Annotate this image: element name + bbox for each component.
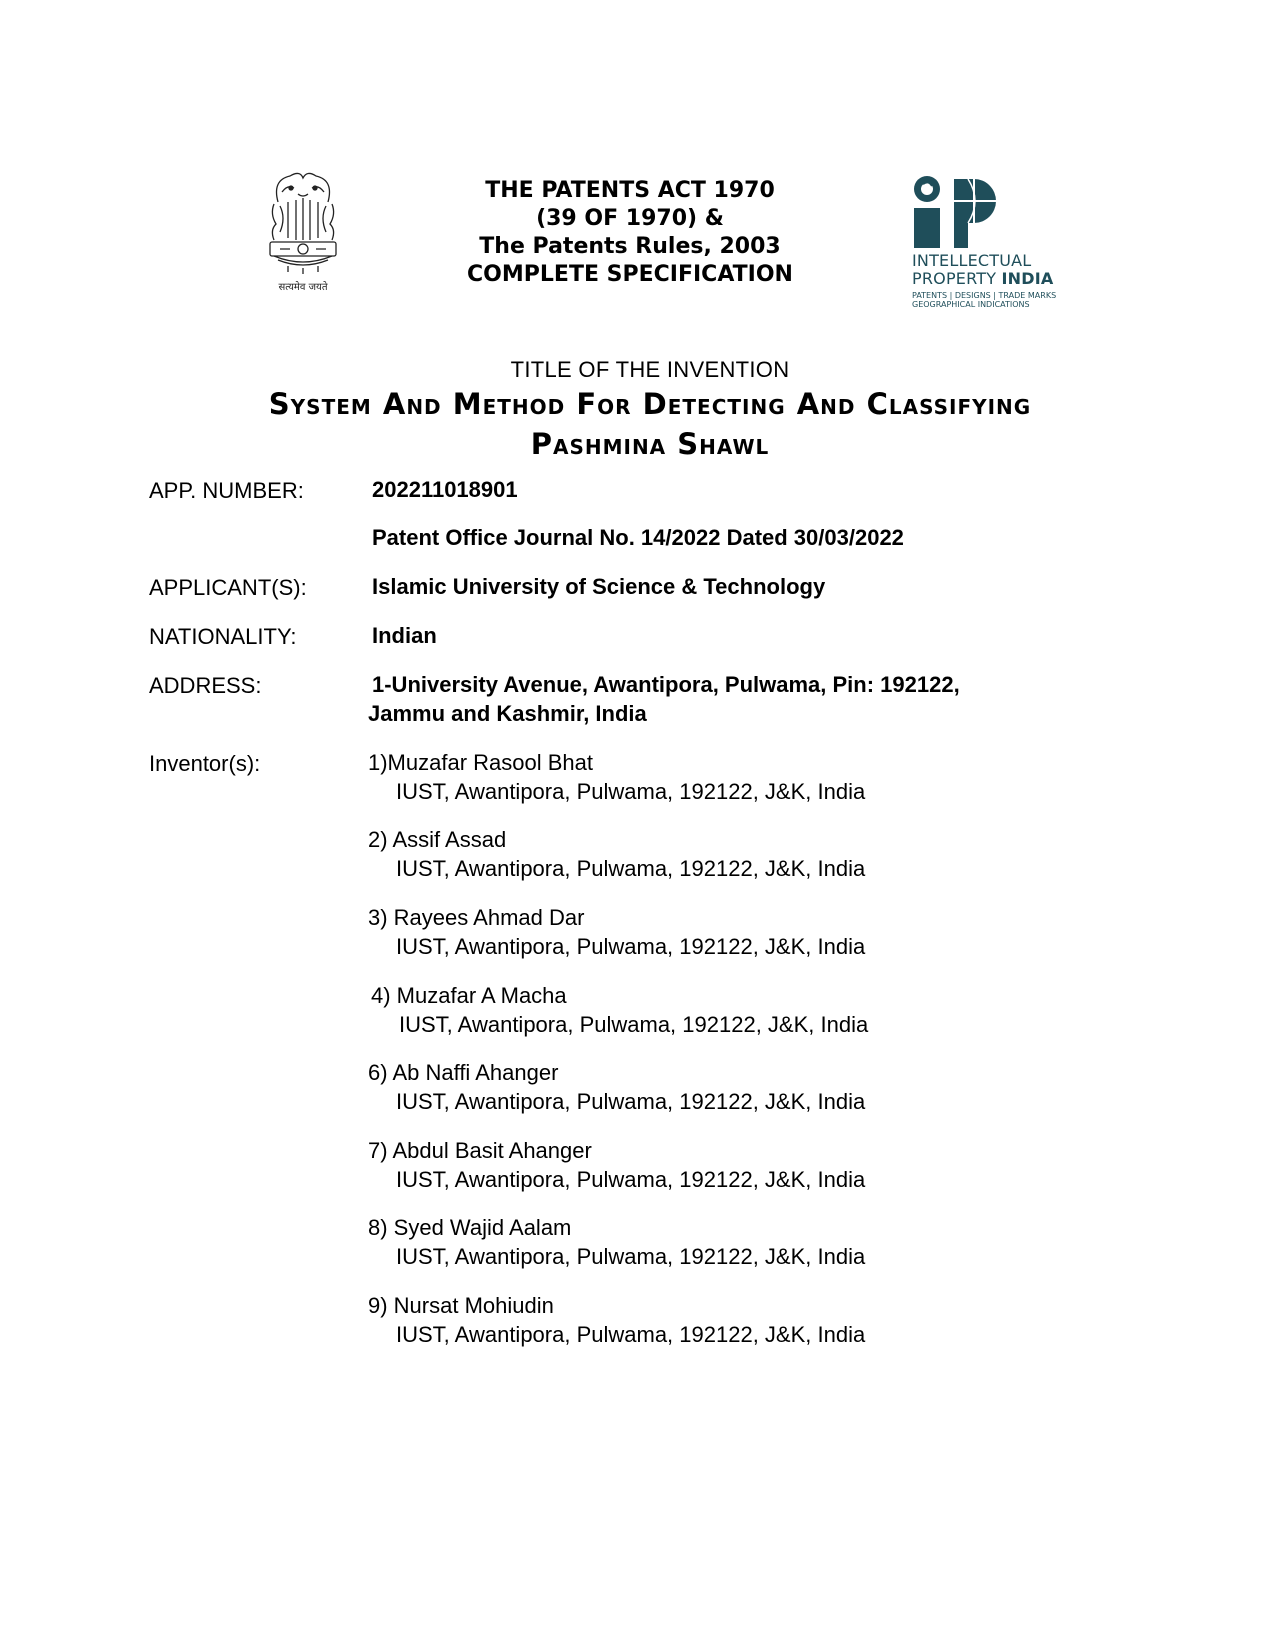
address-label: ADDRESS:: [149, 673, 262, 698]
inventor-entry: [368, 748, 865, 806]
applicant-value: Islamic University of Science & Technology: [372, 574, 826, 599]
inventor-name: 4) Muzafar A Macha: [371, 983, 567, 1008]
app-number-label: APP. NUMBER:: [149, 478, 304, 503]
invention-title-line-1: System And Method For Detecting And Classifying: [268, 387, 1032, 421]
title-label: TITLE OF THE INVENTION: [510, 357, 790, 382]
inventor-address: IUST, Awantipora, Pulwama, 192122, J&K, India: [396, 1244, 866, 1269]
invention-title-line-2: Pashmina Shawl: [530, 427, 770, 461]
inventor-entry: [371, 981, 868, 1039]
invention-title: [0, 384, 1275, 464]
inventor-entry: [368, 1136, 865, 1194]
inventor-name: 7) Abdul Basit Ahanger: [368, 1138, 592, 1163]
nationality-value: Indian: [372, 623, 437, 648]
inventor-name: 2) Assif Assad: [368, 827, 507, 852]
header-spec-type: COMPLETE SPECIFICATION: [467, 262, 793, 287]
inventor-entry: [368, 903, 865, 961]
header-act-title: THE PATENTS ACT 1970: [485, 178, 775, 203]
inventor-address: IUST, Awantipora, Pulwama, 192122, J&K, India: [396, 779, 866, 804]
inventor-entry: [368, 1213, 865, 1271]
nationality-label: NATIONALITY:: [149, 624, 297, 649]
inventor-name: 1)Muzafar Rasool Bhat: [368, 750, 593, 775]
emblem-motto: सत्यमेव जयते: [278, 282, 328, 293]
document-header: [430, 177, 830, 289]
inventor-entry: [368, 825, 865, 883]
applicant-label: APPLICANT(S):: [149, 575, 307, 600]
inventors-label: Inventor(s):: [149, 751, 261, 776]
national-emblem-icon: [258, 162, 348, 302]
app-number-value: 202211018901: [372, 477, 518, 502]
inventor-address: IUST, Awantipora, Pulwama, 192122, J&K, India: [399, 1012, 869, 1037]
ip-india-logo-tagline-2: GEOGRAPHICAL INDICATIONS: [912, 300, 1030, 309]
header-act-number: (39 OF 1970) &: [536, 206, 724, 231]
ip-india-logo-tagline-1: PATENTS | DESIGNS | TRADE MARKS: [912, 291, 1057, 300]
inventor-name: 8) Syed Wajid Aalam: [368, 1215, 572, 1240]
inventor-address: IUST, Awantipora, Pulwama, 192122, J&K, India: [396, 1322, 866, 1347]
header-rules: The Patents Rules, 2003: [479, 234, 781, 259]
address-line-1: 1-University Avenue, Awantipora, Pulwama, Pin: 192122,: [372, 672, 960, 697]
inventor-name: 6) Ab Naffi Ahanger: [368, 1060, 559, 1085]
ip-india-logo-text-1: INTELLECTUAL: [912, 251, 1032, 270]
inventor-address: IUST, Awantipora, Pulwama, 192122, J&K, India: [396, 856, 866, 881]
ip-india-logo: [912, 175, 1072, 310]
inventor-name: 9) Nursat Mohiudin: [368, 1293, 554, 1318]
inventor-address: IUST, Awantipora, Pulwama, 192122, J&K, India: [396, 1089, 866, 1114]
ip-india-logo-icon: [912, 175, 1004, 250]
address-line-2: Jammu and Kashmir, India: [368, 701, 647, 726]
inventor-entry: [368, 1058, 865, 1116]
inventor-entry: [368, 1291, 865, 1349]
inventor-name: 3) Rayees Ahmad Dar: [368, 905, 585, 930]
journal-reference: Patent Office Journal No. 14/2022 Dated 30/03/2022: [372, 525, 904, 550]
ip-india-logo-text-2: PROPERTY INDIA: [912, 269, 1054, 288]
inventor-address: IUST, Awantipora, Pulwama, 192122, J&K, India: [396, 934, 866, 959]
inventor-address: IUST, Awantipora, Pulwama, 192122, J&K, India: [396, 1167, 866, 1192]
